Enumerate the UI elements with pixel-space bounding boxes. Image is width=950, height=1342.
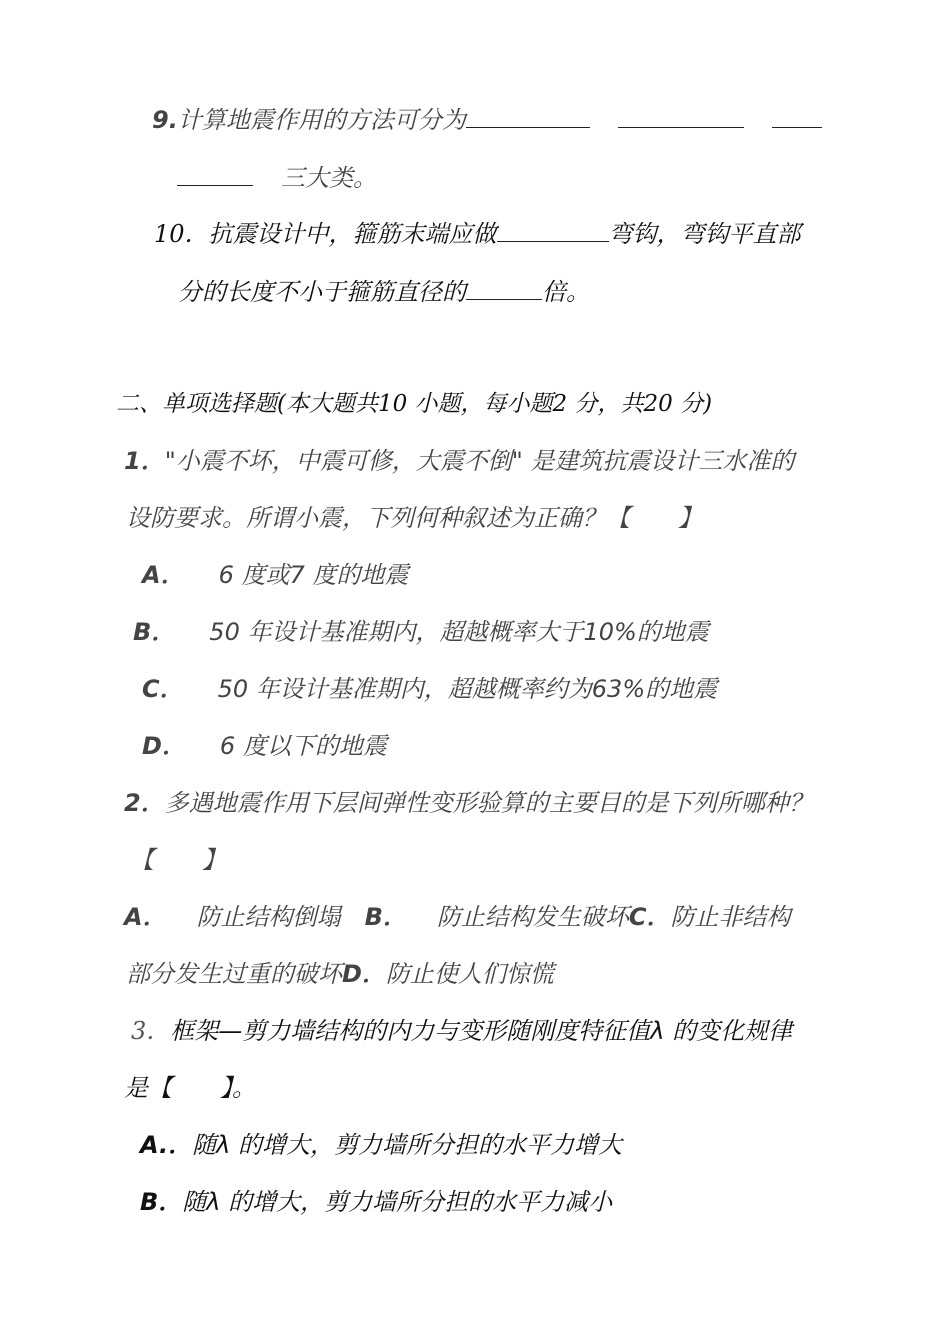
answer-blank[interactable] [466, 277, 542, 300]
option-label: B． [140, 1188, 183, 1216]
section-title: 二、单项选择题(本大题共10 小题，每小题2 分，共20 分) [116, 391, 713, 417]
question-number: 9. [152, 106, 178, 134]
question-text: 分的长度不小于箍筋直径的 [178, 278, 466, 306]
option-text: 6 度以下的地震 [219, 732, 387, 760]
mc-question-1-line-1 [124, 445, 794, 477]
question-text: 是【 】。 [124, 1074, 256, 1102]
option-label: D． [342, 960, 386, 988]
question-number: 3． [131, 1017, 171, 1045]
mc-question-2-line-4 [126, 958, 554, 990]
option-text: 随λ 的增大，剪力墙所分担的水平力减小 [182, 1188, 613, 1216]
option-label: A． [142, 561, 185, 589]
mc-question-2-line-1 [124, 787, 813, 819]
option-text[interactable]: 防止使人们惊慌 [385, 960, 554, 988]
option-label: A.． [140, 1131, 193, 1159]
question-text: 多遇地震作用下层间弹性变形验算的主要目的是下列所哪种？ [164, 789, 813, 817]
answer-bracket[interactable]: 【 】 [130, 846, 226, 874]
option-label: B． [364, 903, 407, 931]
question-9-line-1 [152, 104, 822, 136]
option-label: C． [628, 903, 671, 931]
question-text-tail: 三大类。 [281, 164, 377, 192]
option-a[interactable] [142, 559, 408, 591]
question-number: 2． [124, 789, 165, 817]
option-d[interactable] [142, 730, 387, 762]
option-text[interactable]: 防止结构倒塌 [196, 903, 341, 931]
option-text: 6 度或7 度的地震 [218, 561, 409, 589]
question-text: "小震不坏，中震可修，大震不倒" 是建筑抗震设计三水准的 [164, 447, 795, 475]
option-text: 随λ 的增大，剪力墙所分担的水平力增大 [192, 1131, 622, 1159]
option-b[interactable] [140, 1186, 612, 1218]
mc-question-3-line-2 [124, 1072, 256, 1104]
option-label: A． [124, 903, 167, 931]
answer-blank[interactable] [466, 105, 590, 128]
mc-question-3-line-1 [131, 1015, 792, 1047]
option-text[interactable]: 防止非结构 [670, 903, 791, 931]
option-label: D． [142, 732, 186, 760]
question-number: 1． [124, 447, 165, 475]
answer-blank[interactable] [618, 105, 744, 128]
answer-blank[interactable] [497, 219, 609, 242]
question-9-line-2 [177, 162, 377, 194]
option-c[interactable] [142, 673, 717, 705]
question-text: 框架—剪力墙结构的内力与变形随刚度特征值λ 的变化规律 [170, 1017, 793, 1045]
question-text: 设防要求。所谓小震，下列何种叙述为正确？【 】 [126, 504, 702, 532]
answer-blank[interactable] [177, 163, 253, 186]
option-text: 50 年设计基准期内，超越概率约为63%的地震 [217, 675, 718, 703]
mc-question-2-line-3 [124, 901, 791, 933]
option-b[interactable] [133, 616, 709, 648]
question-text: 倍。 [542, 278, 590, 306]
section-heading [116, 388, 712, 420]
option-label: B． [133, 618, 176, 646]
question-10-line-1 [154, 218, 801, 250]
question-text: 弯钩，弯钩平直部 [608, 220, 801, 248]
option-a[interactable] [140, 1129, 622, 1161]
option-label: C． [142, 675, 184, 703]
option-text[interactable]: 部分发生过重的破坏 [126, 960, 342, 988]
question-10-line-2 [178, 276, 590, 308]
question-text: 计算地震作用的方法可分为 [177, 106, 466, 134]
question-text: 抗震设计中，箍筋末端应做 [208, 220, 497, 248]
mc-question-1-line-2 [126, 502, 702, 534]
question-number: 10． [154, 220, 209, 248]
mc-question-2-line-2 [130, 844, 226, 876]
option-text: 50 年设计基准期内，超越概率大于10%的地震 [209, 618, 709, 646]
option-text[interactable]: 防止结构发生破坏 [436, 903, 629, 931]
answer-blank[interactable] [772, 105, 822, 128]
